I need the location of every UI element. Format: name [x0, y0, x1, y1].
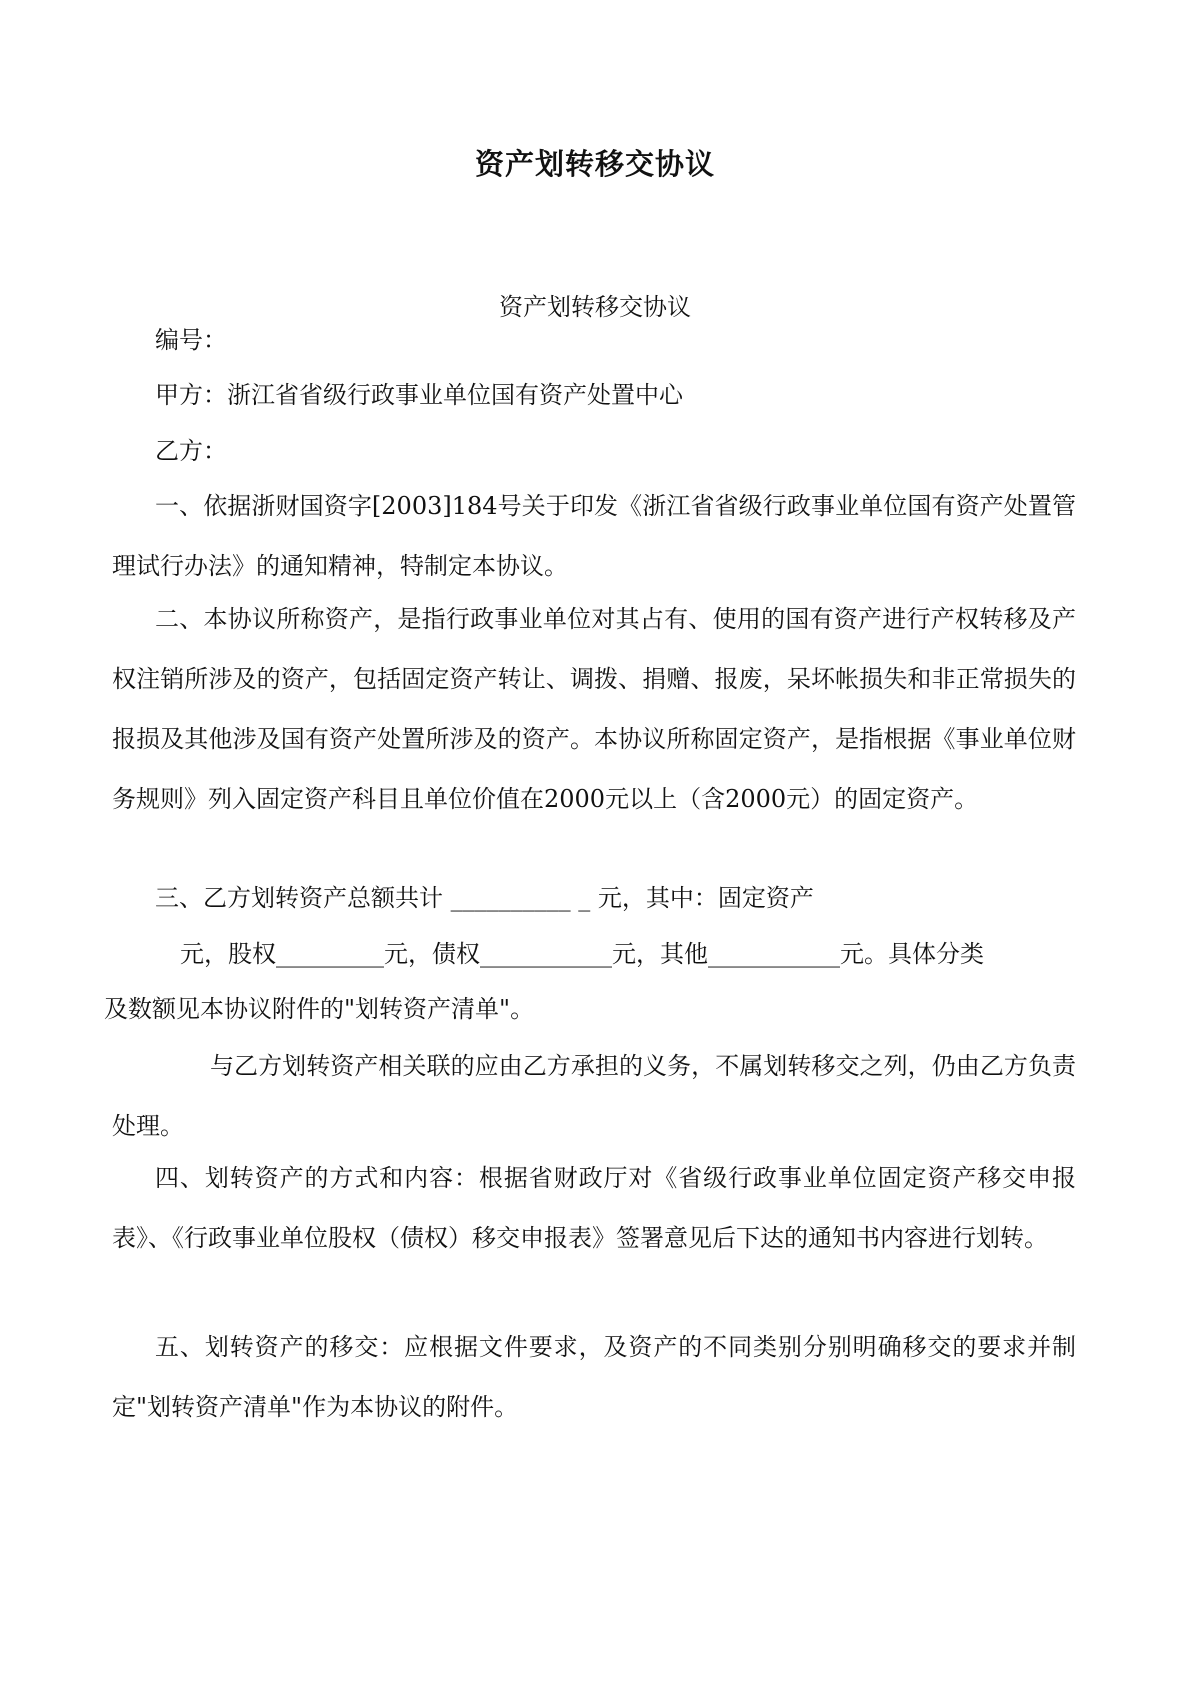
clause-1: 一、依据浙财国资字[2003]184号关于印发《浙江省省级行政事业单位国有资产处置管理试行办法》的通知精神，特制定本协议。: [112, 492, 1076, 580]
document-subtitle: 资产划转移交协议: [499, 293, 691, 321]
clause-3-line-2: 元，股权_________元，债权___________元，其他___________元。具体分类: [180, 940, 984, 968]
party-b: 乙方：: [155, 437, 227, 465]
number-label: 编号：: [155, 326, 227, 354]
document-title: 资产划转移交协议: [474, 147, 715, 181]
clause-3-supplement: 与乙方划转资产相关联的应由乙方承担的义务，不属划转移交之列，仍由乙方负责处理。: [112, 1052, 1076, 1140]
clause-3-line-1: 三、乙方划转资产总额共计 __________ _ 元，其中：固定资产: [155, 884, 814, 912]
clause-3-line-3: 及数额见本协议附件的"划转资产清单"。: [104, 995, 535, 1023]
clause-5: 五、划转资产的移交：应根据文件要求，及资产的不同类别分别明确移交的要求并制定"划转资产清单"作为本协议的附件。: [112, 1333, 1076, 1421]
party-a: 甲方：浙江省省级行政事业单位国有资产处置中心: [155, 381, 683, 409]
clause-2: 二、本协议所称资产，是指行政事业单位对其占有、使用的国有资产进行产权转移及产权注销所涉及的资产，包括固定资产转让、调拨、捐赠、报废，呆坏帐损失和非正常损失的报损及其他涉及国有资产处置所涉及的资产。本协议所称固定资产，是指根据《事业单位财务规则》列入固定资产科目且单位价值在2000元以上（含2000元）的固定资产。: [112, 605, 1076, 813]
clause-4: 四、划转资产的方式和内容：根据省财政厅对《省级行政事业单位固定资产移交申报表》、《行政事业单位股权（债权）移交申报表》签署意见后下达的通知书内容进行划转。: [112, 1164, 1076, 1252]
